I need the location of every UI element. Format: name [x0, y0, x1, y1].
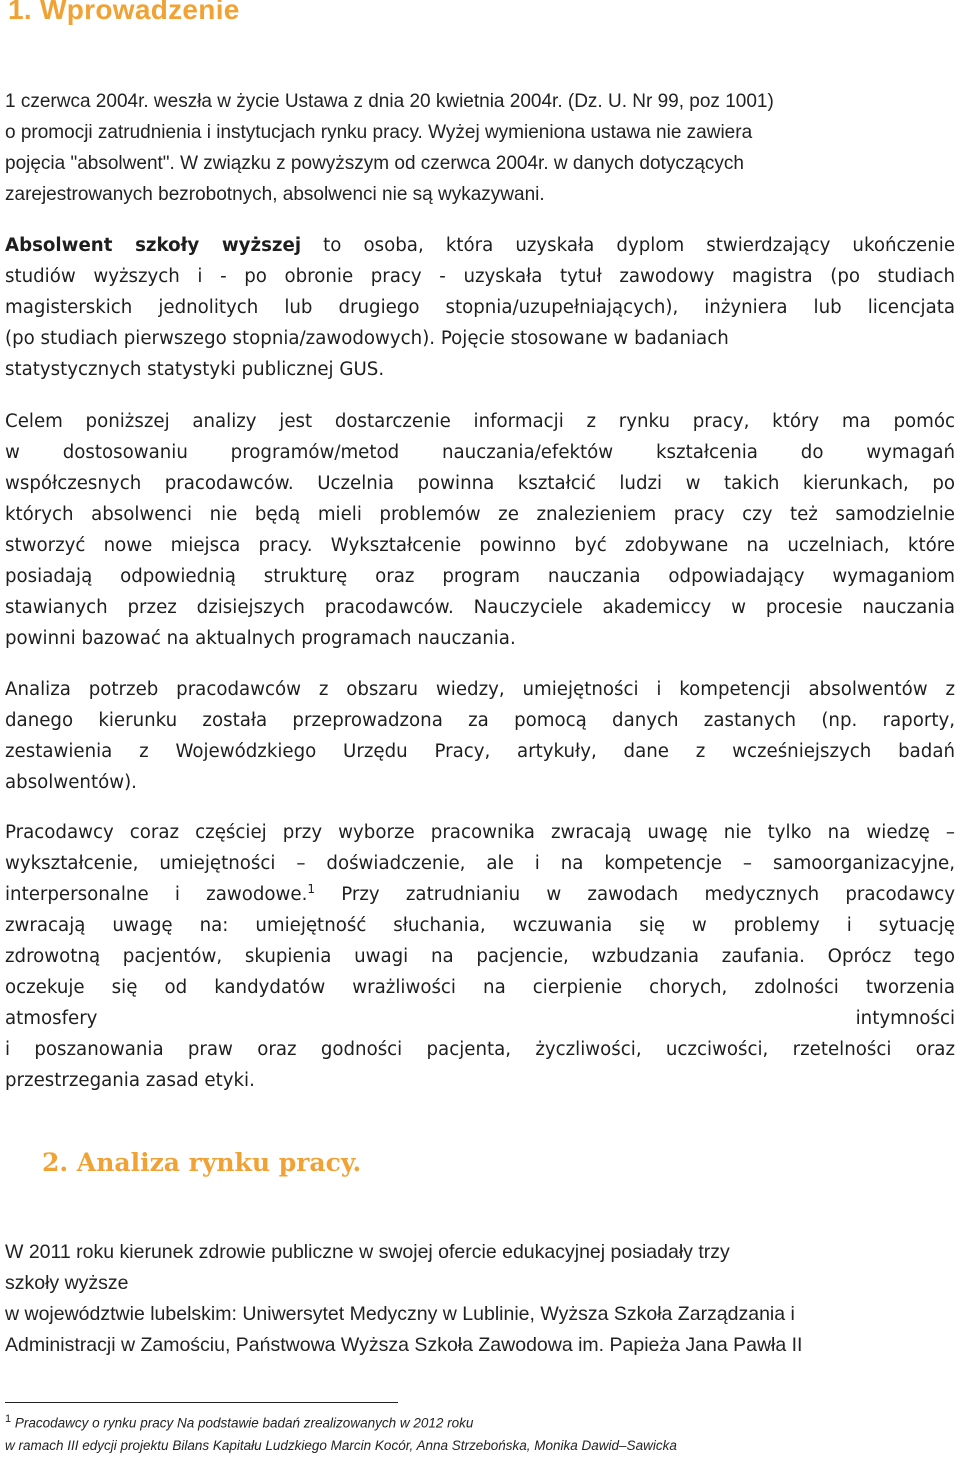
text-line: W 2011 roku kierunek zdrowie publiczne w swojej ofercie edukacyjnej posiadały trzy — [5, 1241, 730, 1263]
text-line: statystycznych statystyki publicznej GUS. — [5, 359, 385, 380]
text-line: w województwie lubelskim: Uniwersytet Medyczny w Lublinie, Wyższa Szkoła Zarządzania i — [5, 1303, 795, 1325]
text-line: stawianych przez dzisiejszych pracodawców. Nauczyciele akademiccy w procesie nauczania — [5, 597, 955, 618]
paragraph-employers — [5, 817, 955, 1096]
text-line: Absolwent szkoły wyższej to osoba, która uzyskała dyplom stwierdzający ukończenie — [5, 235, 956, 256]
paragraph-intro — [5, 86, 955, 210]
paragraph-market — [5, 1237, 955, 1361]
text-line: szkoły wyższe — [5, 1272, 129, 1294]
text-line: o promocji zatrudnienia i instytucjach rynku pracy. Wyżej wymieniona ustawa nie zawiera — [5, 122, 753, 143]
text-line: przestrzegania zasad etyki. — [5, 1070, 255, 1091]
text-line: Pracodawcy coraz częściej przy wyborze pracownika zwracają uwagę nie tylko na wiedzę – — [5, 822, 955, 843]
section-2-heading: 2. Analiza rynku pracy. — [42, 1148, 362, 1177]
footnote-reference[interactable]: 1 — [307, 881, 315, 896]
footnote-separator — [5, 1402, 398, 1403]
paragraph-aim — [5, 406, 955, 654]
text-line: absolwentów). — [5, 772, 137, 793]
text-line: i poszanowania praw oraz godności pacjenta, życzliwości, uczciwości, rzetelności oraz — [5, 1039, 955, 1060]
text-line: Celem poniższej analizy jest dostarczenie informacji z rynku pracy, który ma pomóc — [5, 411, 955, 432]
text-line: których absolwenci nie będą mieli problemów ze znalezieniem pracy czy też samodzielnie — [5, 504, 955, 525]
text-line: 1 czerwca 2004r. weszła w życie Ustawa z dnia 20 kwietnia 2004r. (Dz. U. Nr 99, poz 1001) — [5, 91, 774, 112]
text-line: powinni bazować na aktualnych programach nauczania. — [5, 628, 516, 649]
text-line: zdrowotną pacjentów, skupienia uwagi na pacjencie, wzbudzania zaufania. Oprócz tego — [5, 946, 955, 967]
text-line: zarejestrowanych bezrobotnych, absolwenci nie są wykazywani. — [5, 184, 545, 205]
footnote-number: 1 — [5, 1413, 12, 1425]
text-line: studiów wyższych i - po obronie pracy - uzyskała tytuł zawodowy magistra (po studiach — [5, 266, 955, 287]
paragraph-analysis — [5, 674, 955, 798]
text-line: w dostosowaniu programów/metod nauczania/efektów kształcenia do wymagań — [5, 442, 955, 463]
text-line: współczesnych pracodawców. Uczelnia powinna kształcić ludzi w takich kierunkach, po — [5, 473, 955, 494]
text-line: wykształcenie, umiejętności – doświadczenie, ale i na kompetencje – samoorganizacyjne, — [5, 853, 955, 874]
text-line: zestawienia z Wojewódzkiego Urzędu Pracy, artykuły, dane z wcześniejszych badań — [5, 741, 955, 762]
text-line: posiadają odpowiednią strukturę oraz program nauczania odpowiadający wymaganiom — [5, 566, 955, 587]
text-line: zwracają uwagę na: umiejętność słuchania, wczuwania się w problemy i sytuację — [5, 915, 955, 936]
footnote-line: $^1$ Pracodawcy o rynku pracy Na podstawie badań zrealizowanych w 2012 roku — [5, 1413, 474, 1431]
text-line: Analiza potrzeb pracodawców z obszaru wiedzy, umiejętności i kompetencji absolwentów z — [5, 679, 955, 700]
section-1-heading: 1. Wprowadzenie — [8, 0, 240, 25]
text-line: atmosfery intymności — [5, 1008, 955, 1029]
text-line: interpersonalne i zawodowe.$^1$ Przy zatrudnianiu w zawodach medycznych pracodawcy — [5, 881, 955, 905]
text-line: oczekuje się od kandydatów wrażliwości na cierpienie chorych, zdolności tworzenia — [5, 977, 955, 998]
text-line: stworzyć nowe miejsca pracy. Wykształcenie powinno być zdobywane na uczelniach, które — [5, 535, 955, 556]
paragraph-definition — [5, 230, 955, 385]
defined-term: Absolwent szkoły wyższej — [5, 235, 302, 256]
footnote-line: w ramach III edycji projektu Bilans Kapitału Ludzkiego Marcin Kocór, Anna Strzebońska, Monika Dawid–Sawicka — [5, 1437, 677, 1453]
text-line: danego kierunku została przeprowadzona za pomocą danych zastanych (np. raporty, — [5, 710, 955, 731]
footnote — [5, 1408, 955, 1457]
text-line: Administracji w Zamościu, Państwowa Wyższa Szkoła Zawodowa im. Papieża Jana Pawła II — [5, 1334, 803, 1356]
text-line: (po studiach pierwszego stopnia/zawodowych). Pojęcie stosowane w badaniach — [5, 328, 729, 349]
text-line: pojęcia "absolwent". W związku z powyższym od czerwca 2004r. w danych dotyczących — [5, 153, 744, 174]
text-line: magisterskich jednolitych lub drugiego stopnia/uzupełniających), inżyniera lub licencjata — [5, 297, 955, 318]
